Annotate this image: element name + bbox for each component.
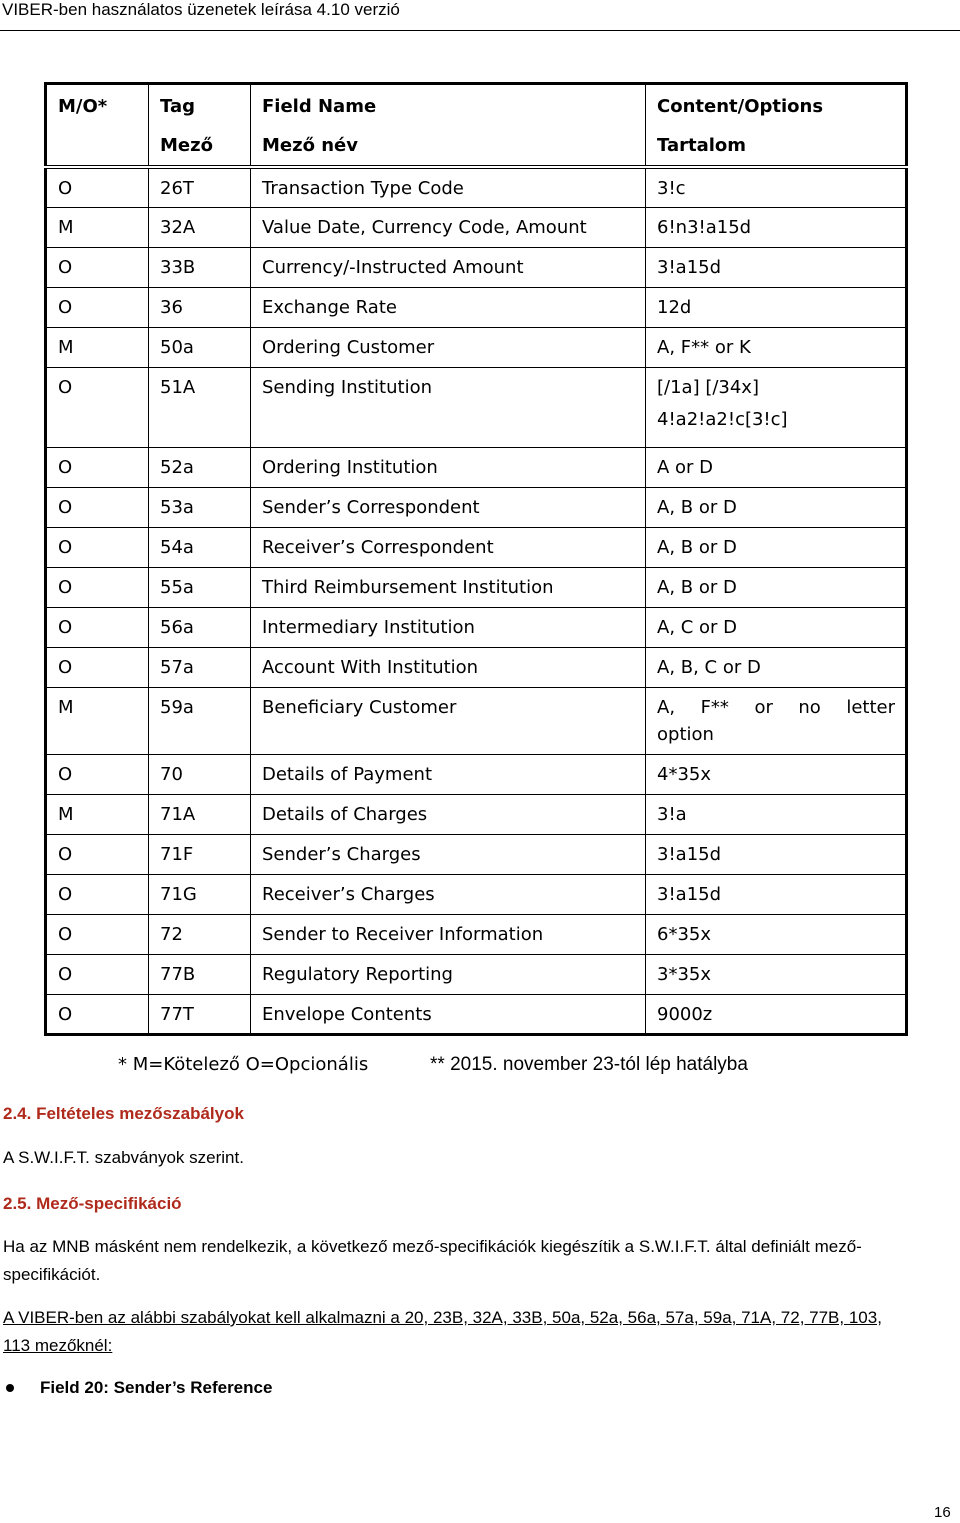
cell-field-name: Ordering Institution bbox=[251, 447, 646, 487]
field-spec-table-container bbox=[44, 82, 895, 1036]
content-line: 12d bbox=[657, 296, 692, 318]
table-row bbox=[46, 687, 907, 754]
table-row bbox=[46, 607, 907, 647]
content-line-2: 4!a2!a2!c[3!c] bbox=[657, 408, 788, 430]
cell-mo: M bbox=[46, 794, 149, 834]
table-row bbox=[46, 207, 907, 247]
content-word: F** bbox=[700, 696, 729, 718]
table-row bbox=[46, 914, 907, 954]
table-row bbox=[46, 327, 907, 367]
header-divider bbox=[0, 30, 960, 31]
cell-mo: O bbox=[46, 367, 149, 447]
cell-field-name: Regulatory Reporting bbox=[251, 954, 646, 994]
cell-mo: O bbox=[46, 447, 149, 487]
table-row bbox=[46, 874, 907, 914]
content-line: A, B or D bbox=[657, 536, 737, 558]
content-word: no bbox=[798, 696, 821, 718]
cell-content bbox=[646, 167, 907, 207]
content-line: A, C or D bbox=[657, 616, 738, 638]
cell-tag: 52a bbox=[149, 447, 251, 487]
cell-field-name: Transaction Type Code bbox=[251, 167, 646, 207]
cell-tag: 72 bbox=[149, 914, 251, 954]
cell-mo: O bbox=[46, 994, 149, 1034]
table-row bbox=[46, 287, 907, 327]
cell-mo: O bbox=[46, 247, 149, 287]
cell-mo: M bbox=[46, 327, 149, 367]
cell-content bbox=[646, 567, 907, 607]
document-header-title: VIBER-ben használatos üzenetek leírása 4.10 verzió bbox=[2, 0, 400, 19]
cell-field-name: Exchange Rate bbox=[251, 287, 646, 327]
content-line: 3!a15d bbox=[657, 843, 722, 865]
cell-tag: 71A bbox=[149, 794, 251, 834]
table-row bbox=[46, 367, 907, 447]
table-row bbox=[46, 647, 907, 687]
cell-tag: 57a bbox=[149, 647, 251, 687]
table-row bbox=[46, 487, 907, 527]
cell-tag: 55a bbox=[149, 567, 251, 607]
cell-tag: 51A bbox=[149, 367, 251, 447]
cell-field-name: Beneficiary Customer bbox=[251, 687, 646, 754]
cell-content bbox=[646, 687, 907, 754]
table-body bbox=[46, 167, 907, 1034]
cell-mo: O bbox=[46, 527, 149, 567]
paragraph-2-line-2: 113 mezőknél: bbox=[3, 1336, 113, 1355]
table-row bbox=[46, 954, 907, 994]
bullet-text: Field 20: Sender’s Reference bbox=[40, 1378, 273, 1397]
cell-content bbox=[646, 834, 907, 874]
cell-content bbox=[646, 447, 907, 487]
cell-field-name: Currency/-Instructed Amount bbox=[251, 247, 646, 287]
table-header-row bbox=[46, 84, 907, 168]
content-word: A, bbox=[657, 696, 676, 718]
content-line: 6*35x bbox=[657, 923, 712, 945]
table-row bbox=[46, 754, 907, 794]
content-line: 4*35x bbox=[657, 763, 712, 785]
table-row bbox=[46, 794, 907, 834]
cell-content bbox=[646, 794, 907, 834]
content-word: letter bbox=[846, 696, 895, 718]
cell-field-name: Third Reimbursement Institution bbox=[251, 567, 646, 607]
cell-field-name: Receiver’s Correspondent bbox=[251, 527, 646, 567]
content-line: 3!c bbox=[657, 178, 686, 199]
table-row bbox=[46, 527, 907, 567]
header-tag: Tag Mező bbox=[149, 84, 251, 168]
cell-field-name: Sender’s Correspondent bbox=[251, 487, 646, 527]
footnote-mandatory-optional: * M=Kötelező O=Opcionális bbox=[118, 1054, 369, 1075]
content-line: 6!n3!a15d bbox=[657, 216, 752, 238]
cell-mo: O bbox=[46, 287, 149, 327]
cell-content bbox=[646, 527, 907, 567]
cell-tag: 50a bbox=[149, 327, 251, 367]
cell-content bbox=[646, 914, 907, 954]
cell-field-name: Details of Payment bbox=[251, 754, 646, 794]
cell-tag: 70 bbox=[149, 754, 251, 794]
cell-mo: O bbox=[46, 487, 149, 527]
table-row bbox=[46, 247, 907, 287]
cell-mo: O bbox=[46, 567, 149, 607]
cell-content bbox=[646, 247, 907, 287]
cell-mo: O bbox=[46, 874, 149, 914]
content-line: [/1a] [/34x] bbox=[657, 376, 759, 398]
cell-content bbox=[646, 207, 907, 247]
content-line bbox=[657, 697, 905, 719]
cell-content bbox=[646, 954, 907, 994]
cell-tag: 77T bbox=[149, 994, 251, 1034]
footnote-effective-date: ** 2015. november 23-tól lép hatályba bbox=[430, 1054, 748, 1075]
content-line: 9000z bbox=[657, 1003, 713, 1025]
cell-mo: O bbox=[46, 607, 149, 647]
header-field-name: Field Name Mező név bbox=[251, 84, 646, 168]
cell-tag: 59a bbox=[149, 687, 251, 754]
content-line: A, B, C or D bbox=[657, 656, 761, 678]
cell-field-name: Sending Institution bbox=[251, 367, 646, 447]
cell-tag: 56a bbox=[149, 607, 251, 647]
content-line: 3*35x bbox=[657, 963, 712, 985]
cell-tag: 53a bbox=[149, 487, 251, 527]
content-word: or bbox=[754, 696, 773, 718]
section-2-5-paragraph-1 bbox=[3, 1233, 958, 1289]
cell-tag: 71G bbox=[149, 874, 251, 914]
cell-content bbox=[646, 647, 907, 687]
cell-mo: M bbox=[46, 687, 149, 754]
content-line-2: option bbox=[657, 723, 714, 745]
cell-content bbox=[646, 607, 907, 647]
cell-field-name: Account With Institution bbox=[251, 647, 646, 687]
cell-content bbox=[646, 367, 907, 447]
cell-content bbox=[646, 287, 907, 327]
cell-mo: M bbox=[46, 207, 149, 247]
cell-content bbox=[646, 327, 907, 367]
table-row bbox=[46, 567, 907, 607]
section-2-4-heading: 2.4. Feltételes mezőszabályok bbox=[3, 1104, 244, 1123]
content-line: A or D bbox=[657, 456, 714, 478]
cell-mo: O bbox=[46, 167, 149, 207]
cell-mo: O bbox=[46, 754, 149, 794]
cell-field-name: Receiver’s Charges bbox=[251, 874, 646, 914]
cell-tag: 54a bbox=[149, 527, 251, 567]
cell-tag: 36 bbox=[149, 287, 251, 327]
section-2-4-text: A S.W.I.F.T. szabványok szerint. bbox=[3, 1148, 244, 1167]
paragraph-1-line-1: Ha az MNB másként nem rendelkezik, a következő mező-specifikációk kiegészítik a S.W.I.F.T. által definiált mező- bbox=[3, 1237, 862, 1256]
content-line: A, B or D bbox=[657, 576, 737, 598]
cell-mo: O bbox=[46, 954, 149, 994]
content-line: 3!a15d bbox=[657, 256, 722, 278]
paragraph-1-line-2: specifikációt. bbox=[3, 1265, 101, 1284]
page-number: 16 bbox=[934, 1504, 951, 1521]
cell-mo: O bbox=[46, 834, 149, 874]
cell-field-name: Value Date, Currency Code, Amount bbox=[251, 207, 646, 247]
paragraph-2-line-1: A VIBER-ben az alábbi szabályokat kell alkalmazni a 20, 23B, 32A, 33B, 50a, 52a, 56a, 57a, 59a, 71A, 72, 77B, 103, bbox=[3, 1308, 882, 1327]
bullet-icon bbox=[6, 1384, 14, 1392]
content-line: 3!a bbox=[657, 803, 687, 825]
table-row bbox=[46, 167, 907, 207]
cell-mo: O bbox=[46, 647, 149, 687]
cell-content bbox=[646, 874, 907, 914]
content-line: 3!a15d bbox=[657, 883, 722, 905]
table-row bbox=[46, 447, 907, 487]
content-line: A, F** or K bbox=[657, 336, 751, 358]
cell-field-name: Sender’s Charges bbox=[251, 834, 646, 874]
cell-tag: 71F bbox=[149, 834, 251, 874]
cell-mo: O bbox=[46, 914, 149, 954]
section-2-5-heading: 2.5. Mező-specifikáció bbox=[3, 1194, 182, 1213]
cell-content bbox=[646, 487, 907, 527]
field-spec-table bbox=[44, 82, 908, 1036]
cell-field-name: Details of Charges bbox=[251, 794, 646, 834]
cell-field-name: Ordering Customer bbox=[251, 327, 646, 367]
table-row bbox=[46, 834, 907, 874]
section-2-5-paragraph-2 bbox=[3, 1304, 958, 1360]
content-line: A, B or D bbox=[657, 496, 737, 518]
cell-field-name: Envelope Contents bbox=[251, 994, 646, 1034]
header-content: Content/Options Tartalom bbox=[646, 84, 907, 168]
cell-content bbox=[646, 994, 907, 1034]
cell-tag: 32A bbox=[149, 207, 251, 247]
cell-field-name: Sender to Receiver Information bbox=[251, 914, 646, 954]
cell-tag: 33B bbox=[149, 247, 251, 287]
bullet-item-field-20 bbox=[3, 1378, 272, 1398]
cell-tag: 77B bbox=[149, 954, 251, 994]
cell-content bbox=[646, 754, 907, 794]
header-mo: M/O* bbox=[46, 84, 149, 168]
table-row bbox=[46, 994, 907, 1034]
cell-field-name: Intermediary Institution bbox=[251, 607, 646, 647]
cell-tag: 26T bbox=[149, 167, 251, 207]
